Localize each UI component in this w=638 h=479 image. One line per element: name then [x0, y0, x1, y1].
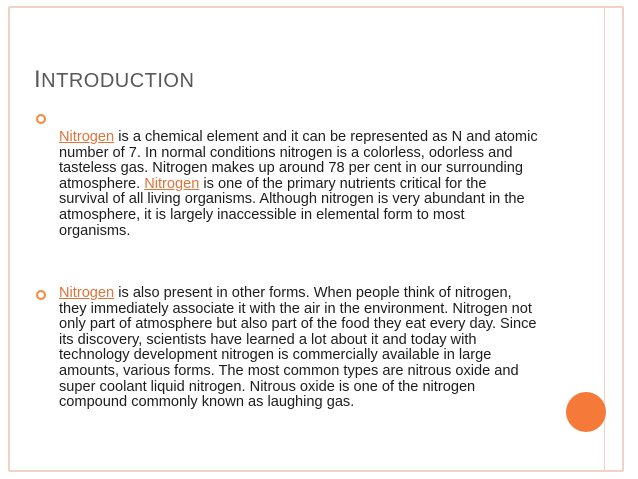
nitrogen-link-2[interactable]: Nitrogen [144, 175, 200, 192]
bullet-1-icon [36, 114, 46, 124]
paragraph-1-text-b: is one of the primary nutrients critical for the survival of all living organisms. Although nitrogen is very abundant in the atmosphere, it is largely inaccessible in elemental form to most organisms. [59, 175, 525, 239]
paragraph-1-text-a: is a chemical element and it can be represented as N and atomic number of 7. In normal conditions nitrogen is a colorless, odorless and tasteless gas. Nitrogen makes up around 78 per cent in our surrounding atmosphere. [59, 129, 538, 192]
slide-title [34, 66, 194, 94]
title-rest: NTRODUCTION [41, 70, 195, 92]
bullet-2-icon [36, 290, 46, 300]
decorative-orange-circle [566, 392, 606, 432]
paragraph-2-text: is also present in other forms. When people think of nitrogen, they immediately associate it with the air in the environment. Nitrogen not only part of atmosphere but also part of the food they eat every day. Since its discovery, scientists have learned a lot about it and today with technology development nitrogen is commercially available in large amounts, various forms. The most common types are nitrous oxide and super coolant liquid nitrogen. Nitrous oxide is one of the nitrogen compound commonly known as laughing gas. [59, 285, 537, 411]
nitrogen-link-1[interactable]: Nitrogen [59, 129, 115, 145]
frame-divider-line [604, 6, 605, 472]
paragraph-2 [59, 286, 539, 411]
title-initial: I [34, 66, 42, 93]
paragraph-1 [59, 130, 539, 239]
nitrogen-link-3[interactable]: Nitrogen [59, 285, 115, 301]
